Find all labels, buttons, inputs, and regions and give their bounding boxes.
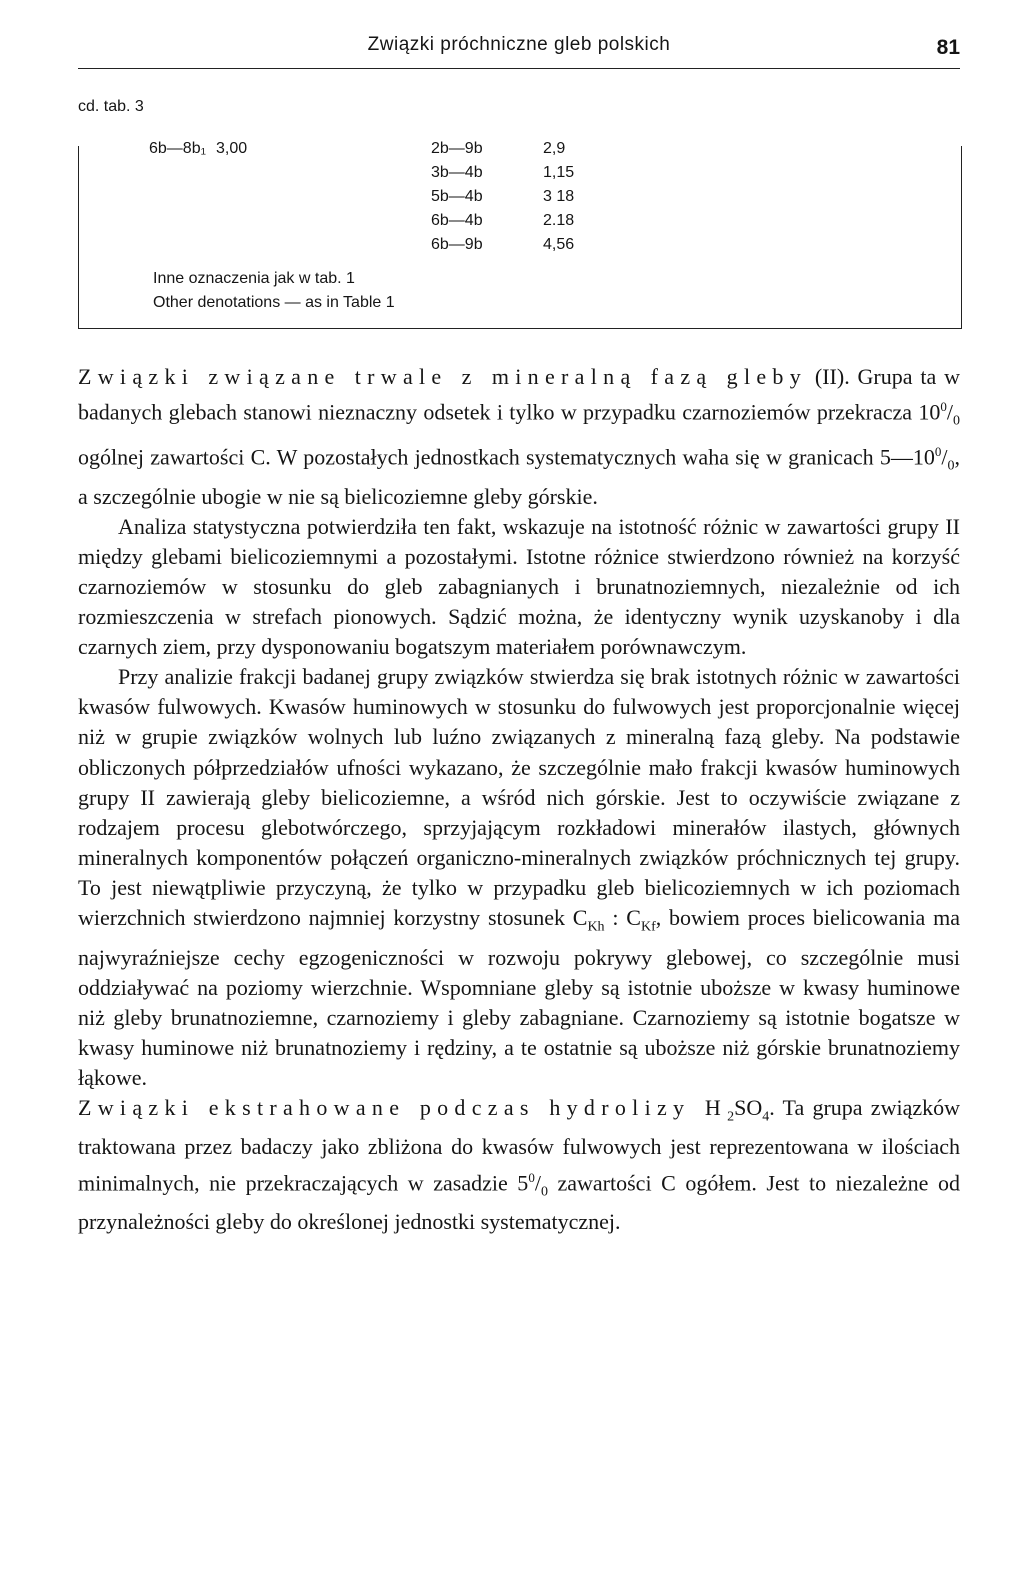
running-title: Związki próchniczne gleb polskich xyxy=(367,34,671,55)
table-row-pair: 3b—4b xyxy=(431,164,483,181)
table-row-value: 1,15 xyxy=(543,164,575,181)
table-group-label: 6b—8b₁ xyxy=(149,140,206,157)
table-note-pl: Inne oznaczenia jak w tab. 1 xyxy=(153,270,355,287)
table-note-en: Other denotations — as in Table 1 xyxy=(153,294,395,311)
table-row-value: 3 18 xyxy=(543,188,575,205)
paragraph: Związki związane trwale z mineralną fazą gleby (II). Grupa ta w badanych glebach stanowi nieznaczny odsetek i tylko w przypadku czarnoziemów przekracza $10^0/_0$ ogólnej zawartości C. W pozostałych jednostkach systematycznych waha się w granicach $5—10^0/_0$, a szczególnie ubogie w nie są bielicoziemne gleby górskie. xyxy=(78,364,960,509)
table-row-pair: 2b—9b xyxy=(431,140,483,157)
table-row-value: 2.18 xyxy=(543,212,575,229)
table-row-pair: 5b—4b xyxy=(431,188,483,205)
section-heading: Związki ekstrahowane podczas hydrolizy H xyxy=(78,1094,728,1120)
paragraph: Analiza statystyczna potwierdziła ten fakt, wskazuje na istotność różnic w zawartości grupy II między glebami bielicoziemnymi a pozostałymi. Istotne różnice stwierdzono również na korzyść czarnoziemów w stosunku do gleb zabagnianych i brunatnoziemnych, niezależnie od ich rozmieszczenia w strefach pionowych. Sądzić można, że identyczny wynik uzyskanoby i dla czarnych ziem, przy dysponowaniu bogatszym materiałem porównawczym. xyxy=(78,513,960,660)
data-table xyxy=(78,140,962,329)
paragraph: Związki ekstrahowane podczas hydrolizy $H_2SO_4$. Ta grupa związków traktowana przez badaczy jako zbliżona do kwasów fulwowych jest reprezentowana w ilościach minimalnych, nie przekraczających w zasadzie $5^0/_0$ zawartości C ogółem. Jest to niezależne od przynależności gleby do określonej jednostki systematycznej. xyxy=(78,1094,961,1235)
table-row-pair: 6b—9b xyxy=(431,236,483,253)
page-number: 81 xyxy=(936,36,960,59)
section-heading: Związki związane trwale z mineralną fazą gleby xyxy=(78,364,808,389)
table-row-value: 4,56 xyxy=(543,236,575,253)
table-row-pair: 6b—4b xyxy=(431,212,483,229)
table-row-value: 2,9 xyxy=(543,140,566,157)
body-text xyxy=(78,362,960,1237)
table-continued-label: cd. tab. 3 xyxy=(78,98,144,115)
table-group-value: 3,00 xyxy=(216,140,248,157)
page-header xyxy=(78,34,960,69)
paragraph: Przy analizie frakcji badanej grupy związków stwierdza się brak istotnych różnic w zawartości kwasów fulwowych. Kwasów huminowych w stosunku do fulwowych jest proporcjonalnie więcej niż w grupie związków wolnych lub luźno związanych z mineralną fazą gleby. Na podstawie obliczonych półprzedziałów ufności wykazano, że szczególnie mało frakcji kwasów huminowych grupy II zawierają gleby bielicoziemne, a wśród nich górskie. Jest to oczywiście związane z rodzajem procesu glebotwórczego, sprzyjającym rozkładowi minerałów ilastych, głównych mineralnych komponentów połączeń organiczno-mineralnych związków próchnicznych tej grupy. To jest niewątpliwie przyczyną, że tylko w przypadku gleb bielicoziemnych w ich poziomach wierzchnich stwierdzono najmniej korzystny stosunek $C_{Kh}$ : $C_{Kf}$, bowiem proces bielicowania ma najwyraźniejsze cechy egzogeniczności w rozwoju pokrywy glebowej, co szczególnie musi oddziaływać na poziomy wierzchnie. Wspomniane gleby są istotnie uboższe w kwasy huminowe niż gleby brunatnoziemne, czarnoziemy i gleby zabagniane. Czarnoziemy są istotnie bogatsze w kwasy huminowe niż brunatnoziemy i rędziny, a te ostatnie są uboższe niż górskie brunatnoziemy łąkowe. xyxy=(78,664,960,1090)
